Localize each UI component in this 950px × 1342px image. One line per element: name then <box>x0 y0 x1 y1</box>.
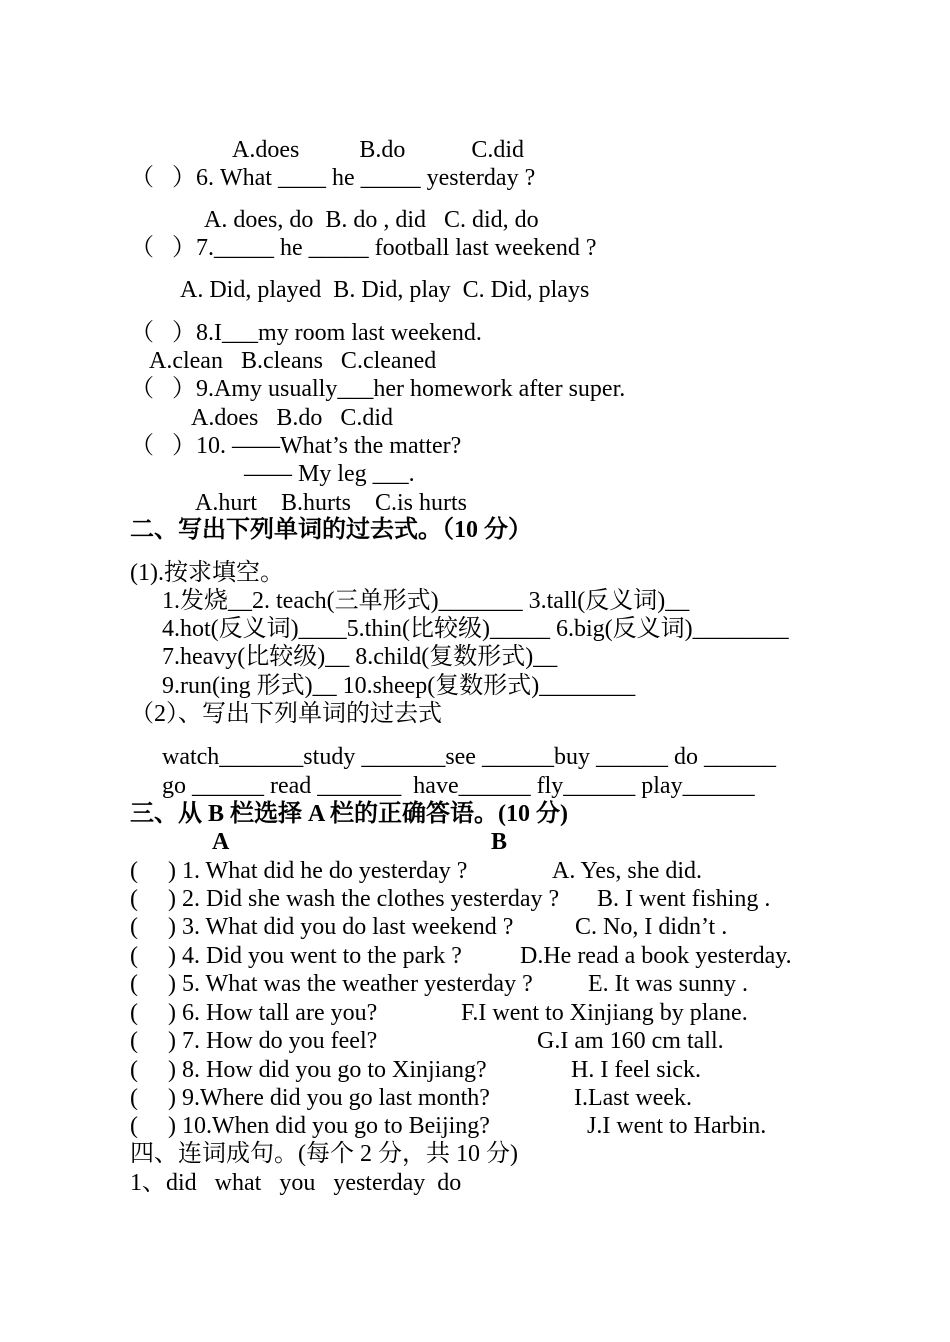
match-answer: H. I feel sick. <box>571 1057 701 1083</box>
section-2-part1-title: (1).按求填空。 <box>130 560 284 586</box>
match-question: ( ) 8. How did you go to Xinjiang? <box>130 1057 487 1083</box>
section-2-title: 二、写出下列单词的过去式。（10 分） <box>130 517 532 543</box>
match-question: ( ) 10.When did you go to Beijing? <box>130 1113 490 1139</box>
question-7-stem: （ ）7._____ he _____ football last weekend ? <box>130 235 597 261</box>
column-b-header: B <box>491 829 508 855</box>
match-question: ( ) 4. Did you went to the park ? <box>130 943 462 969</box>
match-answer: J.I went to Harbin. <box>587 1113 767 1139</box>
match-answer: B. I went fishing . <box>597 886 771 912</box>
question-10-options: A.hurt B.hurts C.is hurts <box>195 490 468 516</box>
match-answer: E. It was sunny . <box>588 971 748 997</box>
match-question: ( ) 5. What was the weather yesterday ? <box>130 971 533 997</box>
question-10-stem: （ ）10. ——What’s the matter? <box>130 433 462 459</box>
match-answer: A. Yes, she did. <box>552 858 703 884</box>
match-answer: G.I am 160 cm tall. <box>537 1028 724 1054</box>
q5-options: A.does B.do C.did <box>232 137 525 163</box>
match-answer: C. No, I didn’t . <box>575 914 728 940</box>
section-2-part1-line: 7.heavy(比较级)__ 8.child(复数形式)__ <box>162 644 558 670</box>
section-2-part2-line: go ______ read _______ have______ fly______ play______ <box>162 773 755 799</box>
section-2-part1-line: 4.hot(反义词)____5.thin(比较级)_____ 6.big(反义词)________ <box>162 616 789 642</box>
section-2-part2-title: （2）、写出下列单词的过去式 <box>130 701 442 727</box>
match-answer: F.I went to Xinjiang by plane. <box>461 1000 748 1026</box>
match-question: ( ) 3. What did you do last weekend ? <box>130 914 514 940</box>
match-answer: I.Last week. <box>574 1085 692 1111</box>
question-7-options: A. Did, played B. Did, play C. Did, plays <box>180 277 590 303</box>
question-10-reply: —— My leg ___. <box>244 461 415 487</box>
question-9-stem: （ ）9.Amy usually___her homework after super. <box>130 376 626 402</box>
match-question: ( ) 2. Did she wash the clothes yesterday ? <box>130 886 560 912</box>
section-2-part2-line: watch_______study _______see ______buy ______ do ______ <box>162 744 776 770</box>
match-question: ( ) 9.Where did you go last month? <box>130 1085 490 1111</box>
question-6-options: A. does, do B. do , did C. did, do <box>204 207 539 233</box>
match-question: ( ) 7. How do you feel? <box>130 1028 378 1054</box>
question-6-stem: （ ）6. What ____ he _____ yesterday ? <box>130 165 536 191</box>
match-question: ( ) 6. How tall are you? <box>130 1000 378 1026</box>
column-a-header: A <box>212 829 230 855</box>
match-answer: D.He read a book yesterday. <box>520 943 792 969</box>
match-question: ( ) 1. What did he do yesterday ? <box>130 858 468 884</box>
section-2-part1-line: 9.run(ing 形式)__ 10.sheep(复数形式)________ <box>162 673 636 699</box>
section-4-question-1: 1、did what you yesterday do <box>130 1170 462 1196</box>
section-3-title: 三、从 B 栏选择 A 栏的正确答语。(10 分) <box>130 801 568 827</box>
question-8-stem: （ ）8.I___my room last weekend. <box>130 320 482 346</box>
question-8-options: A.clean B.cleans C.cleaned <box>149 348 437 374</box>
question-9-options: A.does B.do C.did <box>191 405 394 431</box>
section-4-title: 四、连词成句。(每个 2 分，共 10 分) <box>130 1141 518 1167</box>
section-2-part1-line: 1.发烧__2. teach(三单形式)_______ 3.tall(反义词)__ <box>162 588 690 614</box>
